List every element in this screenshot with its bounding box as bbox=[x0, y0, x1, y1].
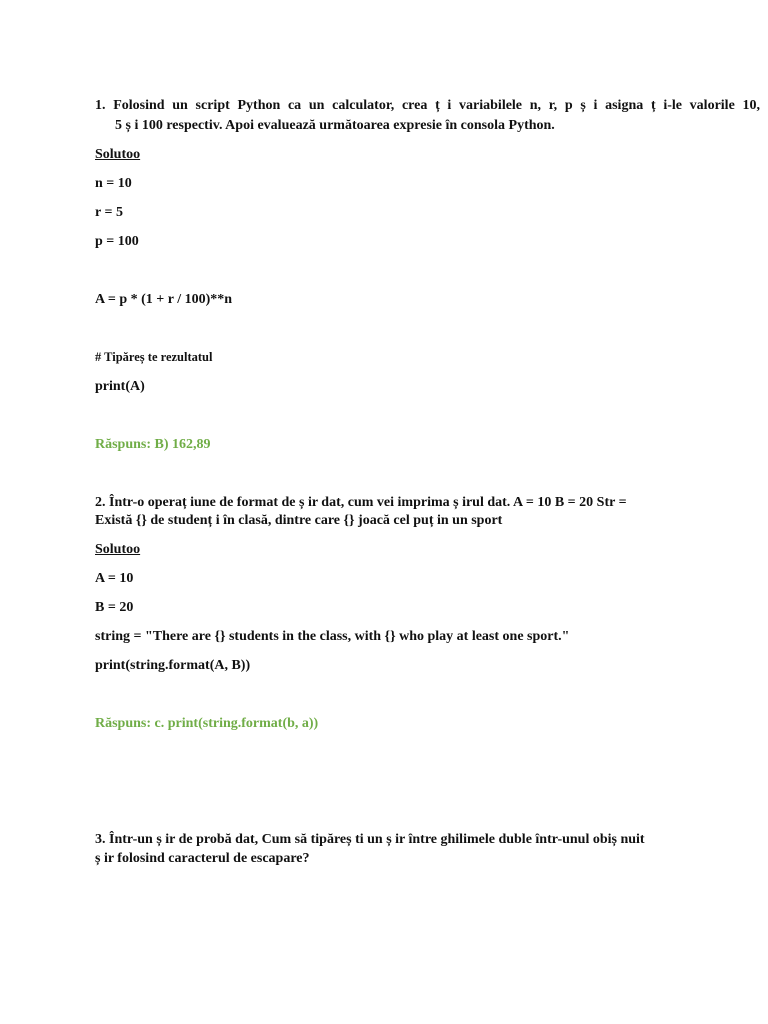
code-line-n: n = 10 bbox=[95, 176, 132, 191]
answer-1: Răspuns: B) 162,89 bbox=[95, 437, 211, 452]
question-3-line-1: 3. Într-un ș ir de probă dat, Cum să tipăreș ti un ș ir între ghilimele duble într-unul obiș nuit bbox=[95, 832, 645, 847]
solution-heading-2: Solutoo bbox=[95, 542, 141, 557]
question-1-line-1: 1. Folosind un script Python ca un calculator, crea ț i variabilele n, r, p ș i asigna ț i-le valorile 10, bbox=[95, 98, 760, 113]
question-2-line-2: Există {} de studenț i în clasă, dintre care {} joacă cel puț in un sport bbox=[95, 513, 503, 528]
code-line-b: B = 20 bbox=[95, 600, 134, 615]
answer-2: Răspuns: c. print(string.format(b, a)) bbox=[95, 716, 319, 731]
question-2-line-1: 2. Într-o operaț iune de format de ș ir dat, cum vei imprima ș irul dat. A = 10 B = 20 Str = bbox=[95, 495, 627, 510]
code-line-string: string = "There are {} students in the class, with {} who play at least one sport." bbox=[95, 629, 570, 644]
code-line-formula: A = p * (1 + r / 100)**n bbox=[95, 292, 233, 307]
solution-heading-1: Solutoo bbox=[95, 147, 141, 162]
code-comment: # Tipăreș te rezultatul bbox=[95, 350, 213, 364]
code-line-r: r = 5 bbox=[95, 205, 123, 220]
code-line-print: print(A) bbox=[95, 379, 145, 394]
code-line-print-format: print(string.format(A, B)) bbox=[95, 658, 251, 673]
code-line-p: p = 100 bbox=[95, 234, 139, 249]
code-line-a: A = 10 bbox=[95, 571, 134, 586]
question-3-line-2: ș ir folosind caracterul de escapare? bbox=[95, 851, 310, 866]
question-1-line-2: 5 ș i 100 respectiv. Apoi evaluează următoarea expresie în consola Python. bbox=[115, 118, 555, 133]
